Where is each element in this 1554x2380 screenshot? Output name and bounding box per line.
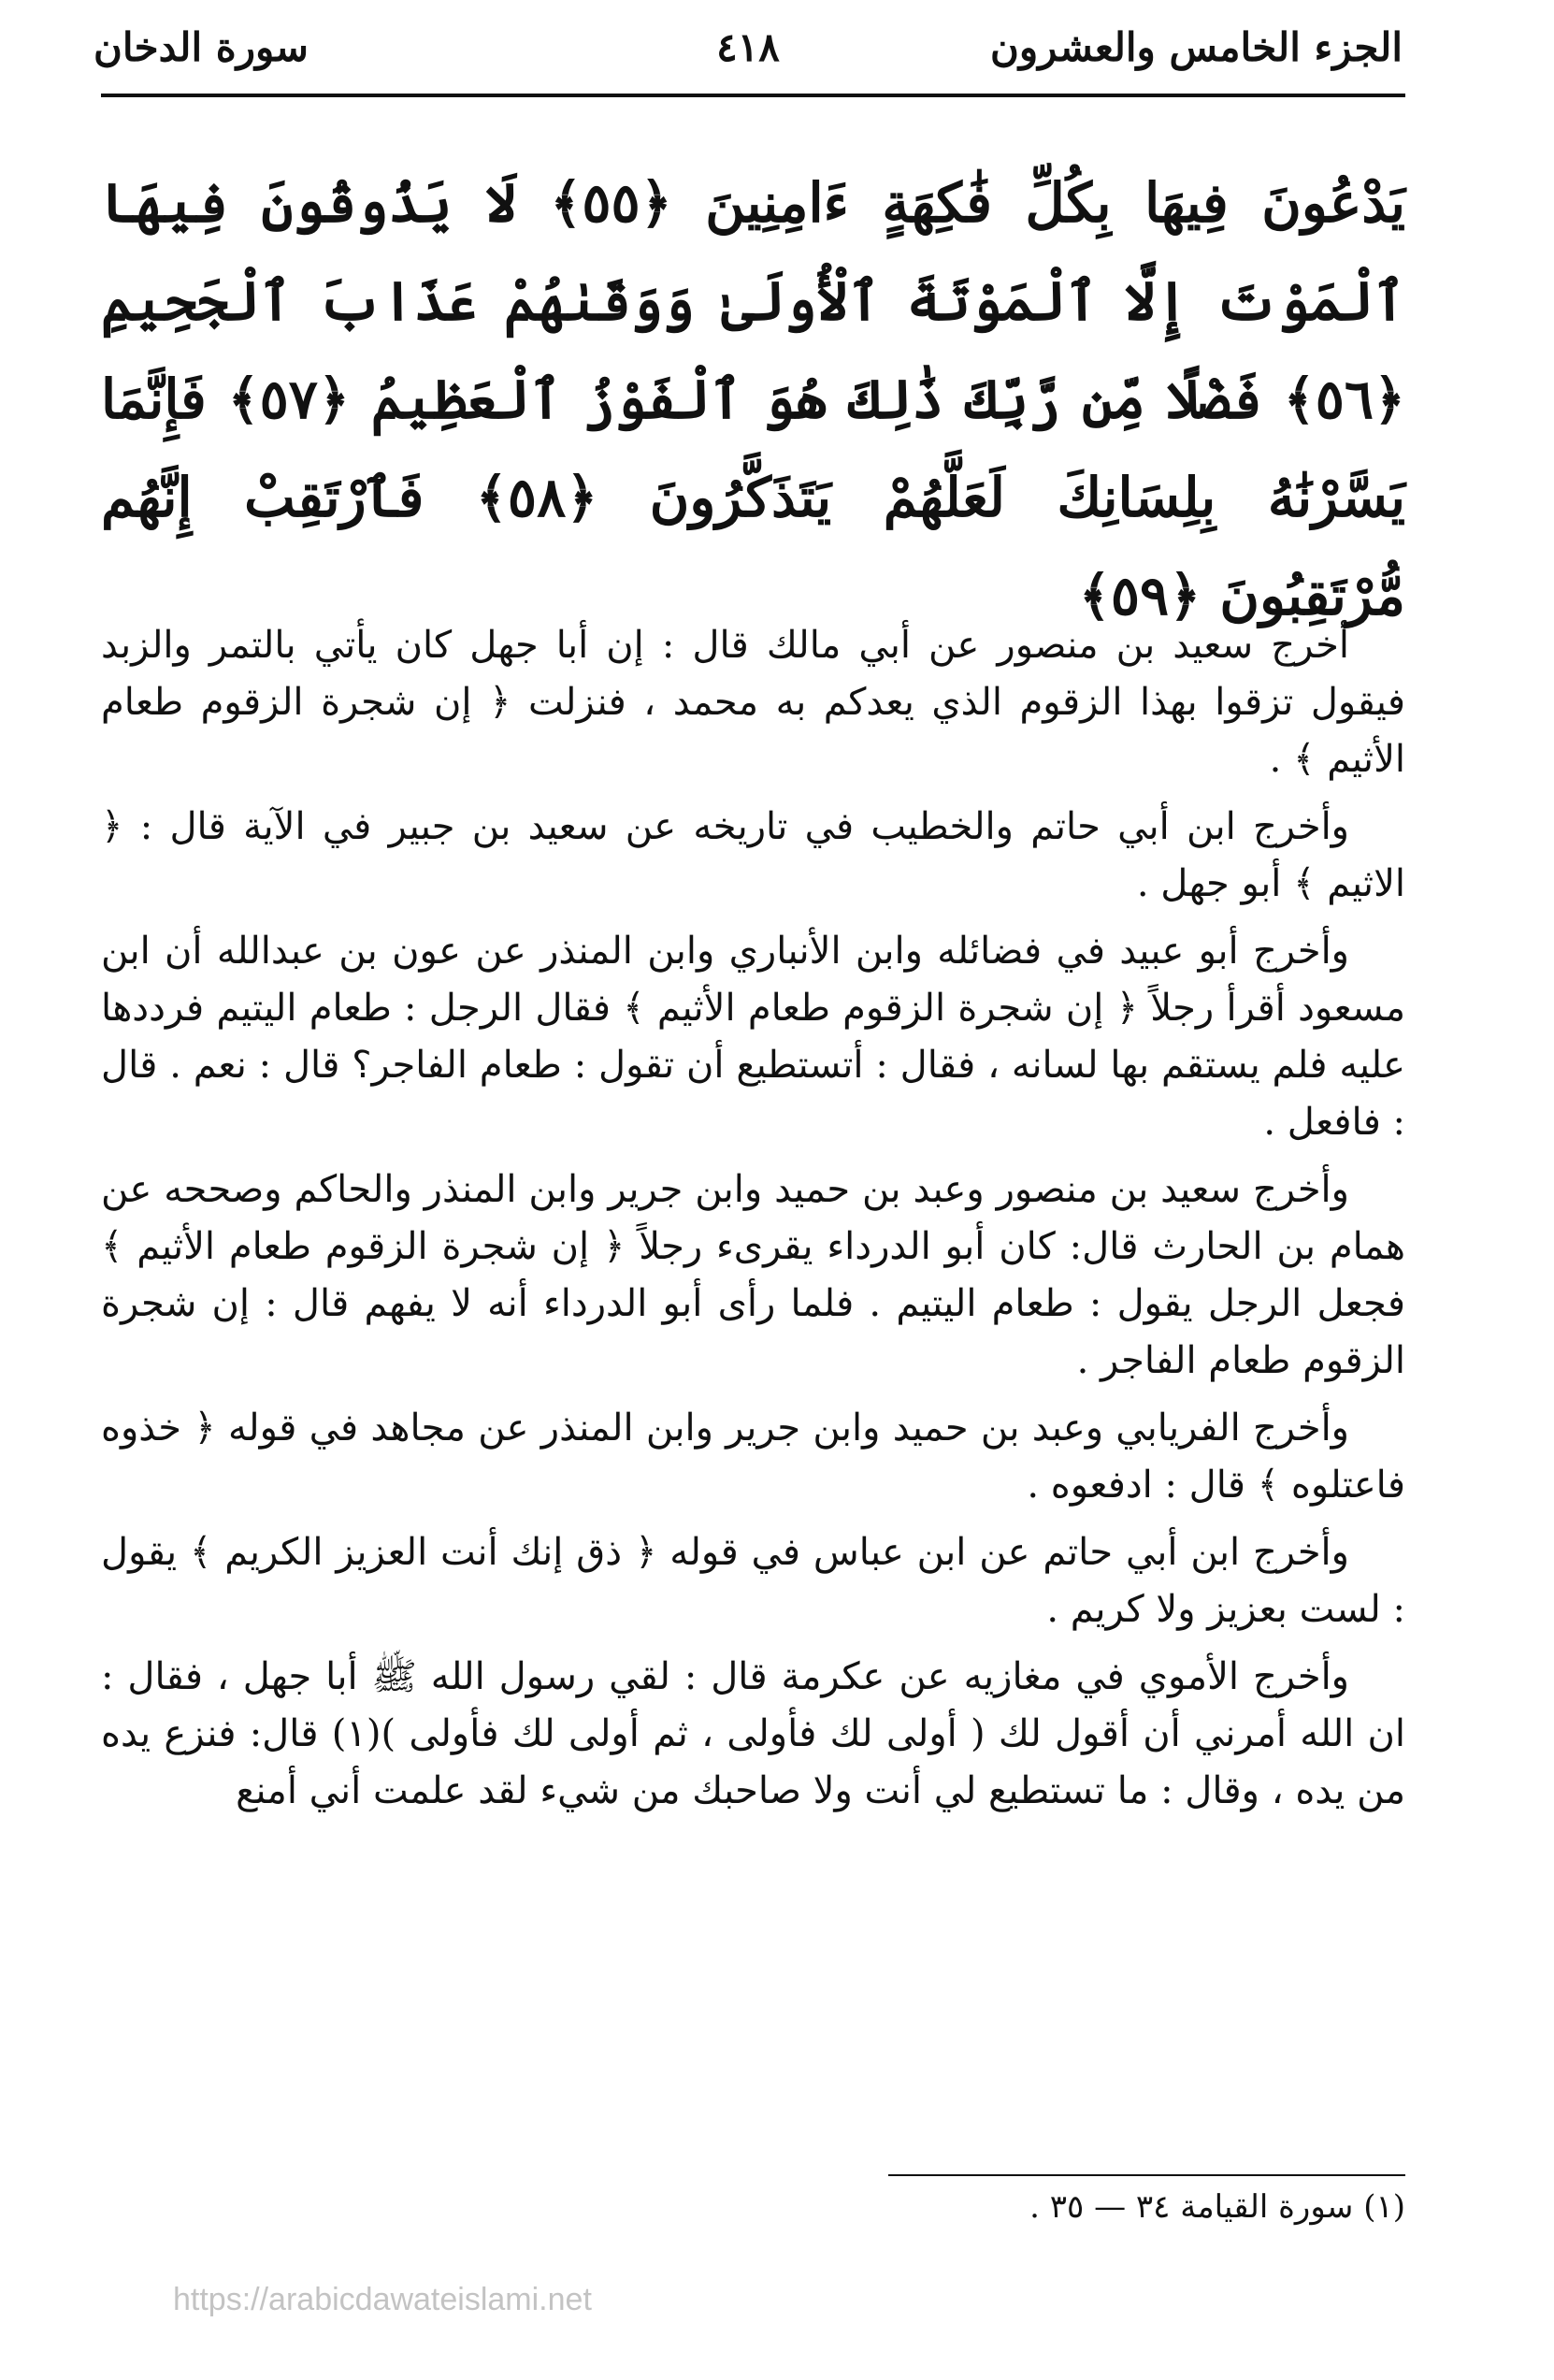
page-header: [94, 7, 1403, 84]
paragraph: وأخرج ابن أبي حاتم والخطيب في تاريخه عن سعيد بن جبير في الآية قال : ﴿ الاثيم ﴾ أبو جهل .: [101, 805, 1405, 905]
paragraph: وأخرج أبو عبيد في فضائله وابن الأنباري وابن المنذر عن عون بن عبدالله أن ابن مسعود أقرأ رجلاً ﴿ إن شجرة الزقوم طعام الأثيم ﴾ فقال الرجل : طعام اليتيم فرددها عليه فلم يستقم بها لسانه ، فقال : أتستطيع أن تقول : طعام الفاجر؟ قال : نعم . قال : فافعل .: [101, 930, 1405, 1144]
watermark-url: https://arabicdawateislami.net: [173, 2282, 592, 2317]
surah-title: سورة الدخان: [94, 24, 309, 70]
footnote-rule: [888, 2174, 1405, 2176]
footnote: (١) سورة القيامة ٣٤ — ٣٥ .: [1029, 2188, 1405, 2226]
juz-title: الجزء الخامس والعشرون: [990, 24, 1403, 70]
paragraph: وأخرج سعيد بن منصور وعبد بن حميد وابن جرير وابن المنذر والحاكم وصححه عن همام بن الحارث قال: كان أبو الدرداء يقرىء رجلاً ﴿ إن شجرة الزقوم طعام الأثيم ﴾ فجعل الرجل يقول : طعام اليتيم . فلما رأى أبو الدرداء أنه لا يفهم قال : إن شجرة الزقوم طعام الفاجر .: [101, 1168, 1405, 1382]
quran-verses: يَدْعُونَ فِيهَا بِكُلِّ فَٰكِهَةٍ ءَامِنِينَ ﴿٥٥﴾ لَا يَذُوقُونَ فِيهَا ٱلْمَوْتَ إِلَّا ٱلْمَوْتَةَ ٱلْأُولَىٰ وَوَقَىٰهُمْ عَذَابَ ٱلْجَحِيمِ ﴿٥٦﴾ فَضْلًا مِّن رَّبِّكَ ذَٰلِكَ هُوَ ٱلْفَوْزُ ٱلْعَظِيمُ ﴿٥٧﴾ فَإِنَّمَا يَسَّرْنَٰهُ بِلِسَانِكَ لَعَلَّهُمْ يَتَذَكَّرُونَ ﴿٥٨﴾ فَٱرْتَقِبْ إِنَّهُم مُّرْتَقِبُونَ ﴿٥٩﴾: [101, 171, 1406, 627]
header-rule: [101, 94, 1405, 97]
paragraph: وأخرج ابن أبي حاتم عن ابن عباس في قوله ﴿ ذق إنك أنت العزيز الكريم ﴾ يقول : لست بعزيز ولا كريم .: [101, 1531, 1405, 1631]
paragraph: وأخرج الأموي في مغازيه عن عكرمة قال : لقي رسول الله ﷺ أبا جهل ، فقال : ان الله أمرني أن أقول لك ( أولى لك فأولى ، ثم أولى لك فأولى )(١) قال: فنزع يده من يده ، وقال : ما تستطيع لي أنت ولا صاحبك من شيء لقد علمت أني أمنع: [101, 1655, 1406, 1812]
paragraph: أخرج سعيد بن منصور عن أبي مالك قال : إن أبا جهل كان يأتي بالتمر والزبد فيقول تزقوا بهذا الزقوم الذي يعدكم به محمد ، فنزلت ﴿ إن شجرة الزقوم طعام الأثيم ﴾ .: [101, 624, 1405, 781]
paragraph: وأخرج الفريابي وعبد بن حميد وابن جرير وابن المنذر عن مجاهد في قوله ﴿ خذوه فاعتلوه ﴾ قال : ادفعوه .: [101, 1406, 1405, 1507]
commentary-body: [101, 617, 1405, 1830]
page-number: ٤١٨: [716, 24, 780, 70]
